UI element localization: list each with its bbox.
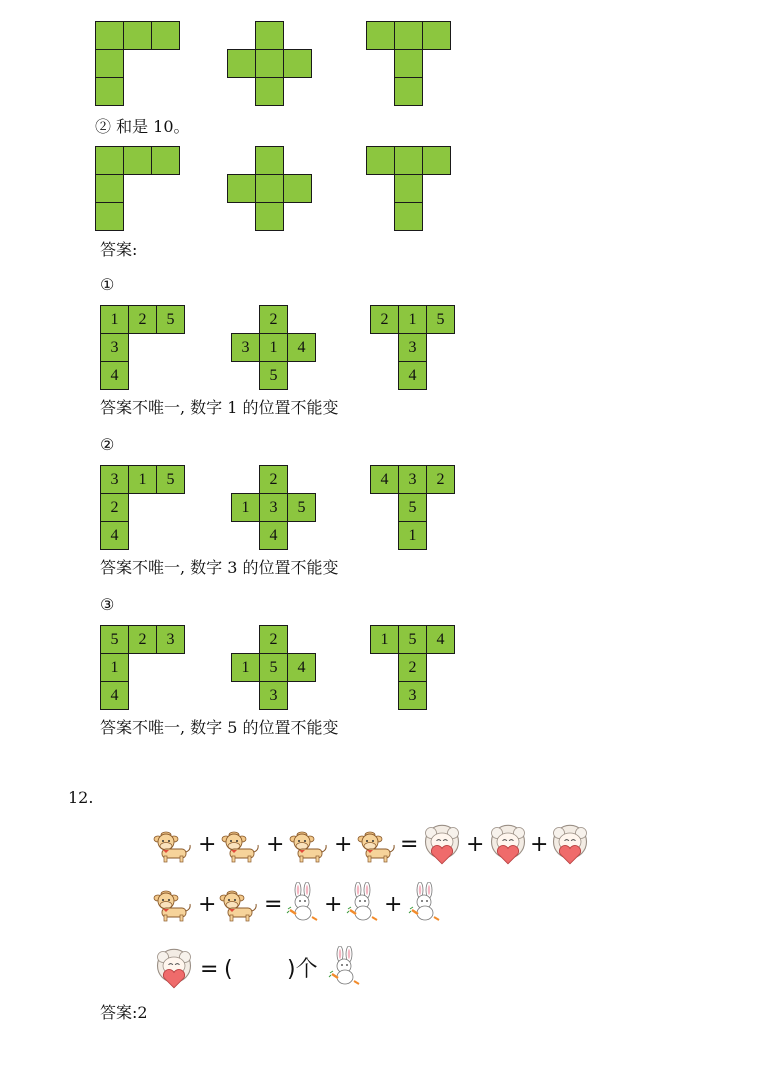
sheep-icon [420,822,464,866]
cell [123,146,152,175]
cell [366,146,395,175]
plus-sign: + [334,832,353,857]
numbered-cell: 5 [156,305,185,334]
question-number: 12. [68,788,94,807]
numbered-cell: 4 [100,521,129,550]
numbered-cell: 1 [398,305,427,334]
cell [283,49,312,78]
numbered-cell: 1 [100,653,129,682]
sheep-icon [548,822,592,866]
cell [255,77,284,106]
q12-answer: 答案:2 [100,1003,148,1022]
answer-note: 答案不唯一, 数字 1 的位置不能变 [100,398,339,417]
numbered-cell: 1 [259,333,288,362]
numbered-cell: 4 [398,361,427,390]
numbered-cell: 3 [231,333,260,362]
numbered-cell: 5 [100,625,129,654]
plus-sign: + [466,832,485,857]
cell [255,146,284,175]
numbered-cell: 5 [426,305,455,334]
numbered-cell: 5 [287,493,316,522]
numbered-cell: 1 [370,625,399,654]
cell [394,49,423,78]
plus-sign: + [384,892,403,917]
cell [123,21,152,50]
numbered-cell: 2 [370,305,399,334]
cell [394,21,423,50]
answer-heading: 答案: [100,240,138,259]
cell [394,146,423,175]
cow-icon [152,825,192,865]
numbered-cell: 4 [426,625,455,654]
cell [394,77,423,106]
cell [394,202,423,231]
cow-icon [218,884,258,924]
numbered-cell: 3 [156,625,185,654]
answer-mark: ③ [100,595,115,614]
numbered-cell: 1 [231,653,260,682]
equals-sign: = [200,957,219,982]
cell [255,174,284,203]
numbered-cell: 3 [398,333,427,362]
numbered-cell: 5 [156,465,185,494]
cell [95,174,124,203]
numbered-cell: 3 [100,333,129,362]
sheep-icon [486,822,530,866]
cow-icon [152,884,192,924]
answer-note: 答案不唯一, 数字 5 的位置不能变 [100,718,339,737]
cow-icon [220,825,260,865]
answer-mark: ② [100,435,115,454]
cell [151,146,180,175]
plus-sign: + [266,832,285,857]
cell [95,202,124,231]
numbered-cell: 4 [287,653,316,682]
numbered-cell: 4 [259,521,288,550]
numbered-cell: 5 [398,493,427,522]
cell [227,49,256,78]
plus-sign: + [198,892,217,917]
sheep-icon [152,946,196,990]
numbered-cell: 2 [100,493,129,522]
numbered-cell: 1 [100,305,129,334]
cell [227,174,256,203]
numbered-cell: 5 [259,361,288,390]
cell [422,21,451,50]
rabbit-icon [324,946,364,986]
cell [255,21,284,50]
cell [366,21,395,50]
cell [95,77,124,106]
rabbit-icon [342,882,382,922]
cow-icon [356,825,396,865]
numbered-cell: 2 [128,305,157,334]
cell [151,21,180,50]
numbered-cell: 2 [259,465,288,494]
plus-sign: + [198,832,217,857]
numbered-cell: 5 [259,653,288,682]
plus-sign: + [324,892,343,917]
rabbit-icon [282,882,322,922]
cell [283,174,312,203]
cell [95,146,124,175]
numbered-cell: 3 [100,465,129,494]
numbered-cell: 2 [398,653,427,682]
cell [95,21,124,50]
numbered-cell: 3 [259,681,288,710]
equals-sign: = [400,832,419,857]
cell [255,49,284,78]
cell [422,146,451,175]
numbered-cell: 3 [398,465,427,494]
equals-sign: = [264,892,283,917]
rabbit-icon [404,882,444,922]
numbered-cell: 4 [370,465,399,494]
open-paren: ( [224,957,233,982]
numbered-cell: 2 [128,625,157,654]
answer-mark: ① [100,275,115,294]
numbered-cell: 4 [100,681,129,710]
cell [394,174,423,203]
puzzle-2-label: ② 和是 10。 [95,117,190,136]
numbered-cell: 4 [287,333,316,362]
numbered-cell: 2 [259,625,288,654]
numbered-cell: 1 [398,521,427,550]
answer-note: 答案不唯一, 数字 3 的位置不能变 [100,558,339,577]
numbered-cell: 2 [259,305,288,334]
numbered-cell: 3 [398,681,427,710]
cow-icon [288,825,328,865]
numbered-cell: 2 [426,465,455,494]
close-paren-unit: )个 [287,957,318,982]
numbered-cell: 1 [128,465,157,494]
numbered-cell: 1 [231,493,260,522]
numbered-cell: 3 [259,493,288,522]
numbered-cell: 5 [398,625,427,654]
cell [95,49,124,78]
cell [255,202,284,231]
plus-sign: + [530,832,549,857]
numbered-cell: 4 [100,361,129,390]
